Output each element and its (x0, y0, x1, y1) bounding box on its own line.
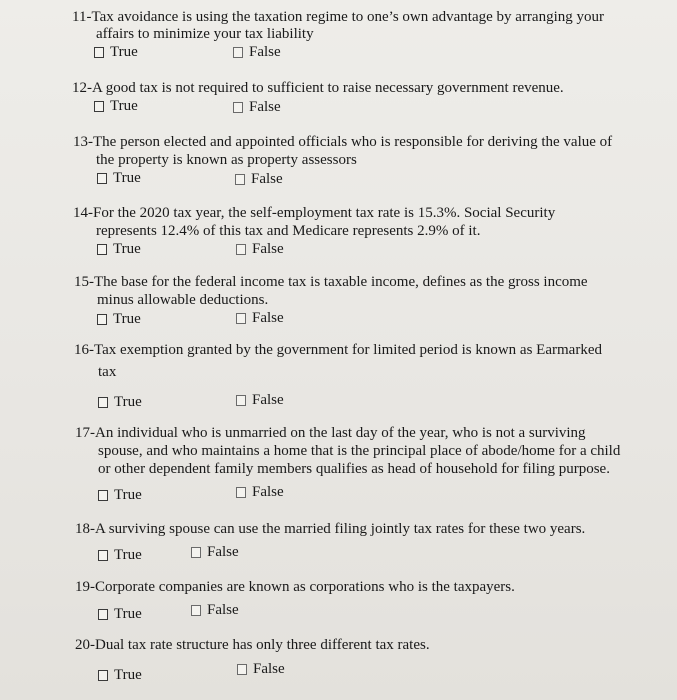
true-option[interactable]: True (98, 605, 142, 623)
checkbox-icon[interactable] (97, 173, 107, 184)
false-option[interactable]: False (191, 601, 239, 619)
checkbox-icon[interactable] (233, 47, 243, 58)
false-option[interactable]: False (236, 483, 284, 501)
checkbox-icon[interactable] (236, 313, 246, 324)
question-text: 14-For the 2020 tax year, the self-employment tax rate is 15.3%. Social Security (73, 205, 556, 221)
checkbox-icon[interactable] (98, 670, 108, 681)
question-text: 15-The base for the federal income tax is taxable income, defines as the gross income (74, 274, 588, 290)
checkbox-icon[interactable] (98, 397, 108, 408)
checkbox-icon[interactable] (191, 605, 201, 616)
question-text: 12-A good tax is not required to sufficient to raise necessary government revenue. (72, 80, 564, 96)
checkbox-icon[interactable] (237, 664, 247, 675)
checkbox-icon[interactable] (236, 244, 246, 255)
true-option[interactable]: True (97, 169, 141, 187)
question-text: 20-Dual tax rate structure has only three different tax rates. (75, 637, 430, 653)
false-option[interactable]: False (236, 240, 284, 258)
true-option[interactable]: True (94, 43, 138, 61)
false-option[interactable]: False (235, 170, 283, 188)
question-text: 18-A surviving spouse can use the married filing jointly tax rates for these two years. (75, 521, 586, 537)
checkbox-icon[interactable] (235, 174, 245, 185)
checkbox-icon[interactable] (94, 47, 104, 58)
question-text: 13-The person elected and appointed officials who is responsible for deriving the value of (73, 134, 613, 150)
checkbox-icon[interactable] (98, 550, 108, 561)
false-option[interactable]: False (237, 660, 285, 678)
true-option[interactable]: True (98, 666, 142, 684)
checkbox-icon[interactable] (191, 547, 201, 558)
checkbox-icon[interactable] (97, 244, 107, 255)
question-text: 16-Tax exemption granted by the government for limited period is known as Earmarked (74, 342, 602, 358)
true-option[interactable]: True (94, 97, 138, 115)
false-option[interactable]: False (236, 391, 284, 409)
question-text-line: spouse, and who maintains a home that is the principal place of abode/home for a child (98, 443, 621, 459)
question-text-line: affairs to minimize your tax liability (96, 26, 314, 42)
checkbox-icon[interactable] (236, 395, 246, 406)
checkbox-icon[interactable] (98, 609, 108, 620)
checkbox-icon[interactable] (236, 487, 246, 498)
question-text-line: represents 12.4% of this tax and Medicare represents 2.9% of it. (96, 223, 481, 239)
checkbox-icon[interactable] (233, 102, 243, 113)
false-option[interactable]: False (233, 43, 281, 61)
false-option[interactable]: False (236, 309, 284, 327)
question-text-line: the property is known as property assessors (96, 152, 357, 168)
question-text-line: or other dependent family members qualifies as head of household for filing purpose. (98, 461, 610, 477)
true-option[interactable]: True (98, 393, 142, 411)
checkbox-icon[interactable] (98, 490, 108, 501)
true-option[interactable]: True (98, 486, 142, 504)
true-option[interactable]: True (98, 546, 142, 564)
true-option[interactable]: True (97, 240, 141, 258)
question-text-line: minus allowable deductions. (97, 292, 269, 308)
question-text-line: tax (98, 364, 117, 380)
checkbox-icon[interactable] (94, 101, 104, 112)
true-option[interactable]: True (97, 310, 141, 328)
question-text: 19-Corporate companies are known as corporations who is the taxpayers. (75, 579, 515, 595)
false-option[interactable]: False (191, 543, 239, 561)
question-text: 17-An individual who is unmarried on the last day of the year, who is not a surviving (75, 425, 586, 441)
false-option[interactable]: False (233, 98, 281, 116)
question-text: 11-Tax avoidance is using the taxation regime to one’s own advantage by arranging your (72, 9, 605, 25)
checkbox-icon[interactable] (97, 314, 107, 325)
